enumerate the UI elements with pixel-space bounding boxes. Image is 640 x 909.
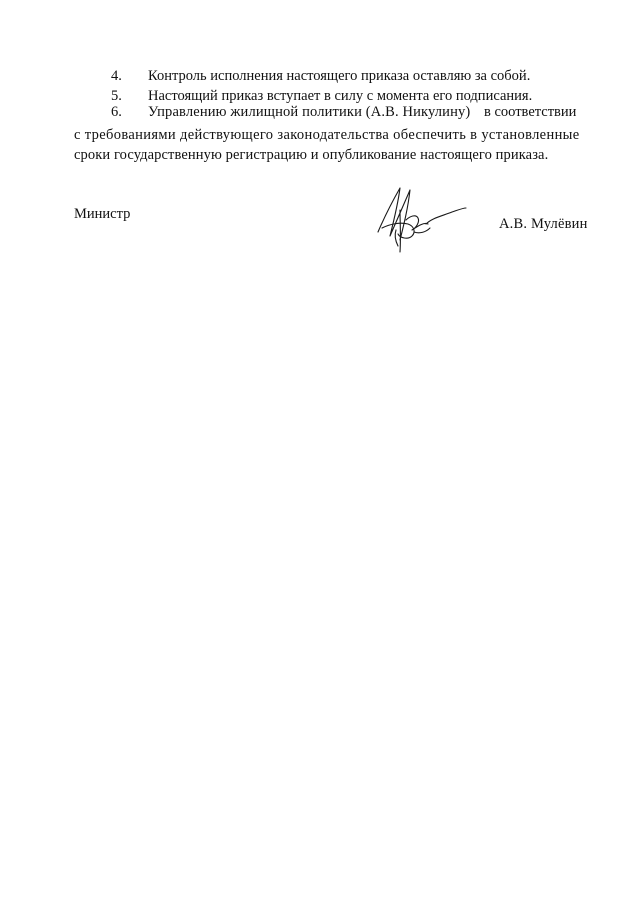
item-text: Контроль исполнения настоящего приказа оставляю за собой.: [148, 68, 531, 84]
item-number: 6.: [111, 104, 122, 120]
list-item-6: [0, 102, 640, 122]
item-text: Настоящий приказ вступает в силу с момента его подписания.: [148, 88, 533, 104]
item-text: Управлению жилищной политики (А.В. Никулину): [148, 104, 471, 120]
item-6-continuation-line: сроки государственную регистрацию и опубликование настоящего приказа.: [74, 147, 549, 163]
item-number: 4.: [111, 68, 122, 84]
signatory-title: Министр: [74, 206, 131, 222]
item-text-end: в соответствии: [484, 104, 577, 120]
item-6-continuation-line: с требованиями действующего законодательства обеспечить в установленные: [74, 127, 580, 143]
handwritten-signature: [370, 180, 470, 255]
signatory-name: А.В. Мулёвин: [499, 216, 588, 232]
item-number: 5.: [111, 88, 122, 104]
list-item-4: [0, 66, 640, 86]
